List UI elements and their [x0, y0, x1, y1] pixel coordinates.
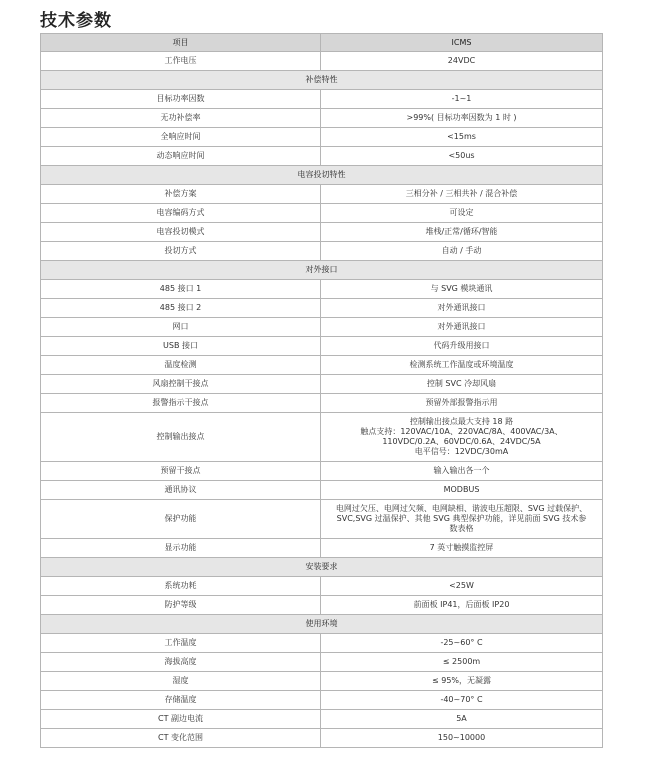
table-row — [41, 596, 603, 615]
param-value: 自动 / 手动 — [321, 242, 603, 261]
param-label: 无功补偿率 — [41, 109, 321, 128]
param-label: 预留干接点 — [41, 462, 321, 481]
table-row — [41, 481, 603, 500]
table-row — [41, 672, 603, 691]
section-header-row — [41, 615, 603, 634]
param-value: 与 SVG 模块通讯 — [321, 280, 603, 299]
section-header-row — [41, 261, 603, 280]
table-row — [41, 318, 603, 337]
param-value: 检测系统工作温度或环境温度 — [321, 356, 603, 375]
table-row — [41, 691, 603, 710]
param-value: -40~70° C — [321, 691, 603, 710]
header-item-cell: 项目 — [41, 34, 321, 52]
param-value-line: 控制输出接点最大支持 18 路 — [409, 417, 514, 426]
table-row — [41, 634, 603, 653]
param-value: >99%( 目标功率因数为 1 时 ) — [321, 109, 603, 128]
param-label: 系统功耗 — [41, 577, 321, 596]
table-row — [41, 128, 603, 147]
param-label: 湿度 — [41, 672, 321, 691]
param-value: 预留外部报警指示用 — [321, 394, 603, 413]
section-title: 电容投切特性 — [41, 166, 603, 185]
param-value: 对外通讯接口 — [321, 299, 603, 318]
section-header-row — [41, 71, 603, 90]
param-value: 7 英寸触摸监控屏 — [321, 539, 603, 558]
param-value-line: 电平信号：12VDC/30mA — [414, 447, 509, 456]
table-row — [41, 109, 603, 128]
table-row — [41, 577, 603, 596]
param-value: 前面板 IP41，后面板 IP20 — [321, 596, 603, 615]
param-value — [321, 413, 603, 462]
table-row — [41, 185, 603, 204]
param-label: 存储温度 — [41, 691, 321, 710]
spec-table — [40, 33, 603, 748]
table-row — [41, 52, 603, 71]
table-row — [41, 299, 603, 318]
param-label: 补偿方案 — [41, 185, 321, 204]
param-value: 控制 SVC 冷却风扇 — [321, 375, 603, 394]
param-value: ≤ 2500m — [321, 653, 603, 672]
param-label: 保护功能 — [41, 500, 321, 539]
table-row — [41, 413, 603, 462]
param-value: -1~1 — [321, 90, 603, 109]
table-row — [41, 729, 603, 748]
section-title: 使用环境 — [41, 615, 603, 634]
param-value: 24VDC — [321, 52, 603, 71]
param-label: 工作电压 — [41, 52, 321, 71]
param-value-line: 数表格 — [449, 524, 474, 533]
param-value-line: 110VDC/0.2A、60VDC/0.6A、24VDC/5A — [382, 437, 541, 446]
table-row — [41, 394, 603, 413]
table-row — [41, 223, 603, 242]
table-row — [41, 653, 603, 672]
table-header-row — [41, 34, 603, 52]
table-row — [41, 539, 603, 558]
table-row — [41, 356, 603, 375]
param-label: 控制输出接点 — [41, 413, 321, 462]
param-label: CT 变化范围 — [41, 729, 321, 748]
param-value: 代码升级用接口 — [321, 337, 603, 356]
table-row — [41, 710, 603, 729]
param-label: 海拔高度 — [41, 653, 321, 672]
param-label: 电容编码方式 — [41, 204, 321, 223]
param-label: 485 接口 2 — [41, 299, 321, 318]
section-title: 对外接口 — [41, 261, 603, 280]
table-row — [41, 500, 603, 539]
param-value: 输入输出各一个 — [321, 462, 603, 481]
param-label: 工作温度 — [41, 634, 321, 653]
param-label: 485 接口 1 — [41, 280, 321, 299]
param-label: 全响应时间 — [41, 128, 321, 147]
param-value: 堆栈/正常/循环/智能 — [321, 223, 603, 242]
table-row — [41, 375, 603, 394]
section-title: 补偿特性 — [41, 71, 603, 90]
param-value-line: SVC,SVG 过温保护、其他 SVG 典型保护功能，详见前面 SVG 技术参 — [336, 514, 587, 523]
param-value: -25~60° C — [321, 634, 603, 653]
table-row — [41, 337, 603, 356]
param-label: 动态响应时间 — [41, 147, 321, 166]
param-label: 投切方式 — [41, 242, 321, 261]
param-label: 显示功能 — [41, 539, 321, 558]
spec-table-body — [41, 34, 603, 748]
section-title: 安装要求 — [41, 558, 603, 577]
param-value: <25W — [321, 577, 603, 596]
param-value-line: 触点支持：120VAC/10A、220VAC/8A、400VAC/3A、 — [360, 427, 563, 436]
table-row — [41, 242, 603, 261]
table-row — [41, 147, 603, 166]
param-value: MODBUS — [321, 481, 603, 500]
param-label: 报警指示干接点 — [41, 394, 321, 413]
param-label: USB 接口 — [41, 337, 321, 356]
param-label: 温度检测 — [41, 356, 321, 375]
param-label: 风扇控制干接点 — [41, 375, 321, 394]
page-title: 技术参数 — [40, 11, 112, 31]
param-value — [321, 500, 603, 539]
param-value: 可设定 — [321, 204, 603, 223]
param-value: ≤ 95%，无凝露 — [321, 672, 603, 691]
param-value: <50us — [321, 147, 603, 166]
section-header-row — [41, 166, 603, 185]
param-label: 通讯协议 — [41, 481, 321, 500]
param-label: 电容投切模式 — [41, 223, 321, 242]
param-label: CT 副边电流 — [41, 710, 321, 729]
param-value: <15ms — [321, 128, 603, 147]
section-header-row — [41, 558, 603, 577]
table-row — [41, 462, 603, 481]
param-label: 目标功率因数 — [41, 90, 321, 109]
param-value: 三相分补 / 三相共补 / 混合补偿 — [321, 185, 603, 204]
param-value: 对外通讯接口 — [321, 318, 603, 337]
param-label: 防护等级 — [41, 596, 321, 615]
param-label: 网口 — [41, 318, 321, 337]
header-model-cell: ICMS — [321, 34, 603, 52]
param-value: 150~10000 — [321, 729, 603, 748]
param-value: 5A — [321, 710, 603, 729]
table-row — [41, 204, 603, 223]
table-row — [41, 280, 603, 299]
param-value-line: 电网过欠压、电网过欠频、电网缺相、谐波电压超限、SVG 过载保护、 — [335, 504, 588, 513]
table-row — [41, 90, 603, 109]
